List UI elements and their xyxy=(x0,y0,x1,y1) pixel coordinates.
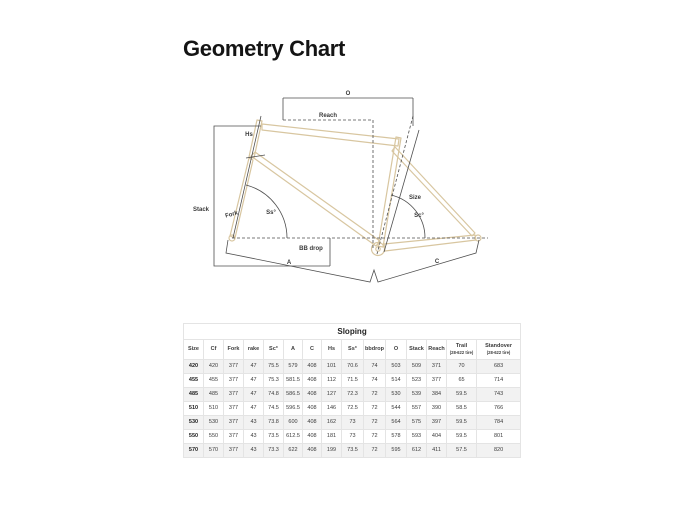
seat-tube xyxy=(378,137,401,247)
bike-geometry-diagram xyxy=(185,86,500,298)
table-row-size-485 xyxy=(184,387,521,401)
column-header-size: Size xyxy=(184,340,204,360)
value-cell: 579 xyxy=(284,359,303,373)
value-cell: 408 xyxy=(303,373,322,387)
value-cell: 74.5 xyxy=(264,401,284,415)
column-header-bbdrop: bbdrop xyxy=(364,340,386,360)
value-cell: 586.5 xyxy=(284,387,303,401)
column-header-o: O xyxy=(386,340,407,360)
value-cell: 377 xyxy=(224,401,244,415)
label-stack: Stack xyxy=(192,207,210,213)
value-cell: 70 xyxy=(447,359,477,373)
label-fork: Fork xyxy=(224,210,239,220)
value-cell: 539 xyxy=(407,387,427,401)
value-cell: 420 xyxy=(204,359,224,373)
table-row-size-420 xyxy=(184,359,521,373)
size-measure-line xyxy=(384,130,419,252)
value-cell: 65 xyxy=(447,373,477,387)
value-cell: 71.5 xyxy=(342,373,364,387)
value-cell: 485 xyxy=(204,387,224,401)
geometry-table-container xyxy=(183,323,520,458)
table-title-row xyxy=(184,324,521,340)
value-cell: 622 xyxy=(284,443,303,457)
frame-outline xyxy=(229,120,481,256)
value-cell: 408 xyxy=(303,387,322,401)
value-cell: 58.5 xyxy=(447,401,477,415)
value-cell: 377 xyxy=(224,443,244,457)
value-cell: 112 xyxy=(322,373,342,387)
value-cell: 612.5 xyxy=(284,429,303,443)
size-cell: 485 xyxy=(184,387,204,401)
value-cell: 47 xyxy=(244,387,264,401)
value-cell: 377 xyxy=(427,373,447,387)
column-header-ss-: Ss° xyxy=(342,340,364,360)
value-cell: 371 xyxy=(427,359,447,373)
value-cell: 73.5 xyxy=(264,429,284,443)
value-cell: 377 xyxy=(224,359,244,373)
value-cell: 72 xyxy=(364,387,386,401)
o-dimension-line xyxy=(283,98,413,126)
value-cell: 74 xyxy=(364,359,386,373)
value-cell: 162 xyxy=(322,415,342,429)
page-title: Geometry Chart xyxy=(183,36,346,61)
label-a-dimension: A xyxy=(286,260,292,266)
value-cell: 408 xyxy=(303,401,322,415)
value-cell: 408 xyxy=(303,415,322,429)
value-cell: 74 xyxy=(364,373,386,387)
value-cell: 72 xyxy=(364,401,386,415)
column-header-row xyxy=(184,340,521,360)
value-cell: 73.3 xyxy=(264,443,284,457)
size-cell: 550 xyxy=(184,429,204,443)
value-cell: 397 xyxy=(427,415,447,429)
value-cell: 564 xyxy=(386,415,407,429)
value-cell: 72.3 xyxy=(342,387,364,401)
dimension-lines xyxy=(214,98,488,282)
value-cell: 101 xyxy=(322,359,342,373)
value-cell: 73 xyxy=(342,415,364,429)
value-cell: 530 xyxy=(204,415,224,429)
column-header-reach: Reach xyxy=(427,340,447,360)
value-cell: 523 xyxy=(407,373,427,387)
value-cell: 57.5 xyxy=(447,443,477,457)
value-cell: 74.8 xyxy=(264,387,284,401)
value-cell: 581.5 xyxy=(284,373,303,387)
value-cell: 530 xyxy=(386,387,407,401)
a-c-dimension-line xyxy=(226,240,479,282)
value-cell: 181 xyxy=(322,429,342,443)
value-cell: 455 xyxy=(204,373,224,387)
value-cell: 377 xyxy=(224,415,244,429)
table-row-size-510 xyxy=(184,401,521,415)
value-cell: 72 xyxy=(364,443,386,457)
column-header-subtext: (28-622 tire) xyxy=(486,350,511,356)
chain-stays xyxy=(384,235,476,251)
top-tube xyxy=(262,124,399,146)
value-cell: 404 xyxy=(427,429,447,443)
value-cell: 544 xyxy=(386,401,407,415)
value-cell: 503 xyxy=(386,359,407,373)
size-cell: 420 xyxy=(184,359,204,373)
value-cell: 509 xyxy=(407,359,427,373)
size-cell: 455 xyxy=(184,373,204,387)
label-c-dimension: C xyxy=(434,259,440,265)
label-bbdrop: BB drop xyxy=(299,246,323,252)
column-header-a: A xyxy=(284,340,303,360)
stack-bracket xyxy=(214,126,330,266)
value-cell: 550 xyxy=(204,429,224,443)
value-cell: 47 xyxy=(244,359,264,373)
value-cell: 408 xyxy=(303,443,322,457)
value-cell: 408 xyxy=(303,359,322,373)
table-row-size-550 xyxy=(184,429,521,443)
value-cell: 408 xyxy=(303,429,322,443)
table-row-size-530 xyxy=(184,415,521,429)
value-cell: 127 xyxy=(322,387,342,401)
value-cell: 384 xyxy=(427,387,447,401)
value-cell: 593 xyxy=(407,429,427,443)
value-cell: 743 xyxy=(477,387,521,401)
column-header-standover: Standover (28-622 tire) xyxy=(477,340,521,360)
column-header-subtext: (28-622 tire) xyxy=(449,350,474,356)
value-cell: 73.5 xyxy=(342,443,364,457)
value-cell: 714 xyxy=(477,373,521,387)
column-header-hs: Hs xyxy=(322,340,342,360)
seat-stays xyxy=(392,147,475,236)
value-cell: 47 xyxy=(244,373,264,387)
value-cell: 72 xyxy=(364,429,386,443)
value-cell: 72 xyxy=(364,415,386,429)
value-cell: 73.8 xyxy=(264,415,284,429)
column-header-sc-: Sc° xyxy=(264,340,284,360)
value-cell: 595 xyxy=(386,443,407,457)
value-cell: 377 xyxy=(224,387,244,401)
table-title: Sloping xyxy=(184,324,521,340)
value-cell: 578 xyxy=(386,429,407,443)
value-cell: 514 xyxy=(386,373,407,387)
size-cell: 530 xyxy=(184,415,204,429)
value-cell: 47 xyxy=(244,401,264,415)
size-cell: 570 xyxy=(184,443,204,457)
value-cell: 575 xyxy=(407,415,427,429)
value-cell: 59.5 xyxy=(447,387,477,401)
table-row-size-455 xyxy=(184,373,521,387)
value-cell: 199 xyxy=(322,443,342,457)
column-header-cf: Cf xyxy=(204,340,224,360)
value-cell: 510 xyxy=(204,401,224,415)
value-cell: 72.5 xyxy=(342,401,364,415)
label-size: Size xyxy=(408,195,422,201)
value-cell: 600 xyxy=(284,415,303,429)
value-cell: 570 xyxy=(204,443,224,457)
value-cell: 557 xyxy=(407,401,427,415)
size-cell: 510 xyxy=(184,401,204,415)
column-header-stack: Stack xyxy=(407,340,427,360)
value-cell: 70.6 xyxy=(342,359,364,373)
label-ss-angle: Ss° xyxy=(266,210,276,216)
value-cell: 377 xyxy=(224,429,244,443)
value-cell: 784 xyxy=(477,415,521,429)
label-o: O xyxy=(345,91,351,97)
value-cell: 683 xyxy=(477,359,521,373)
value-cell: 73 xyxy=(342,429,364,443)
value-cell: 390 xyxy=(427,401,447,415)
value-cell: 377 xyxy=(224,373,244,387)
value-cell: 59.5 xyxy=(447,415,477,429)
column-header-fork: Fork xyxy=(224,340,244,360)
value-cell: 43 xyxy=(244,443,264,457)
value-cell: 801 xyxy=(477,429,521,443)
value-cell: 820 xyxy=(477,443,521,457)
fork-blade xyxy=(230,158,253,238)
column-header-trail: Trail (28-622 tire) xyxy=(447,340,477,360)
value-cell: 766 xyxy=(477,401,521,415)
label-sc-angle: Sc° xyxy=(414,213,424,219)
value-cell: 59.5 xyxy=(447,429,477,443)
value-cell: 411 xyxy=(427,443,447,457)
value-cell: 596.5 xyxy=(284,401,303,415)
geometry-table xyxy=(183,323,521,458)
column-header-rake: rake xyxy=(244,340,264,360)
value-cell: 75.3 xyxy=(264,373,284,387)
value-cell: 43 xyxy=(244,429,264,443)
value-cell: 612 xyxy=(407,443,427,457)
label-reach: Reach xyxy=(318,113,338,119)
table-row-size-570 xyxy=(184,443,521,457)
value-cell: 146 xyxy=(322,401,342,415)
value-cell: 75.5 xyxy=(264,359,284,373)
column-header-c: C xyxy=(303,340,322,360)
value-cell: 43 xyxy=(244,415,264,429)
label-hs: Hs xyxy=(245,132,253,138)
